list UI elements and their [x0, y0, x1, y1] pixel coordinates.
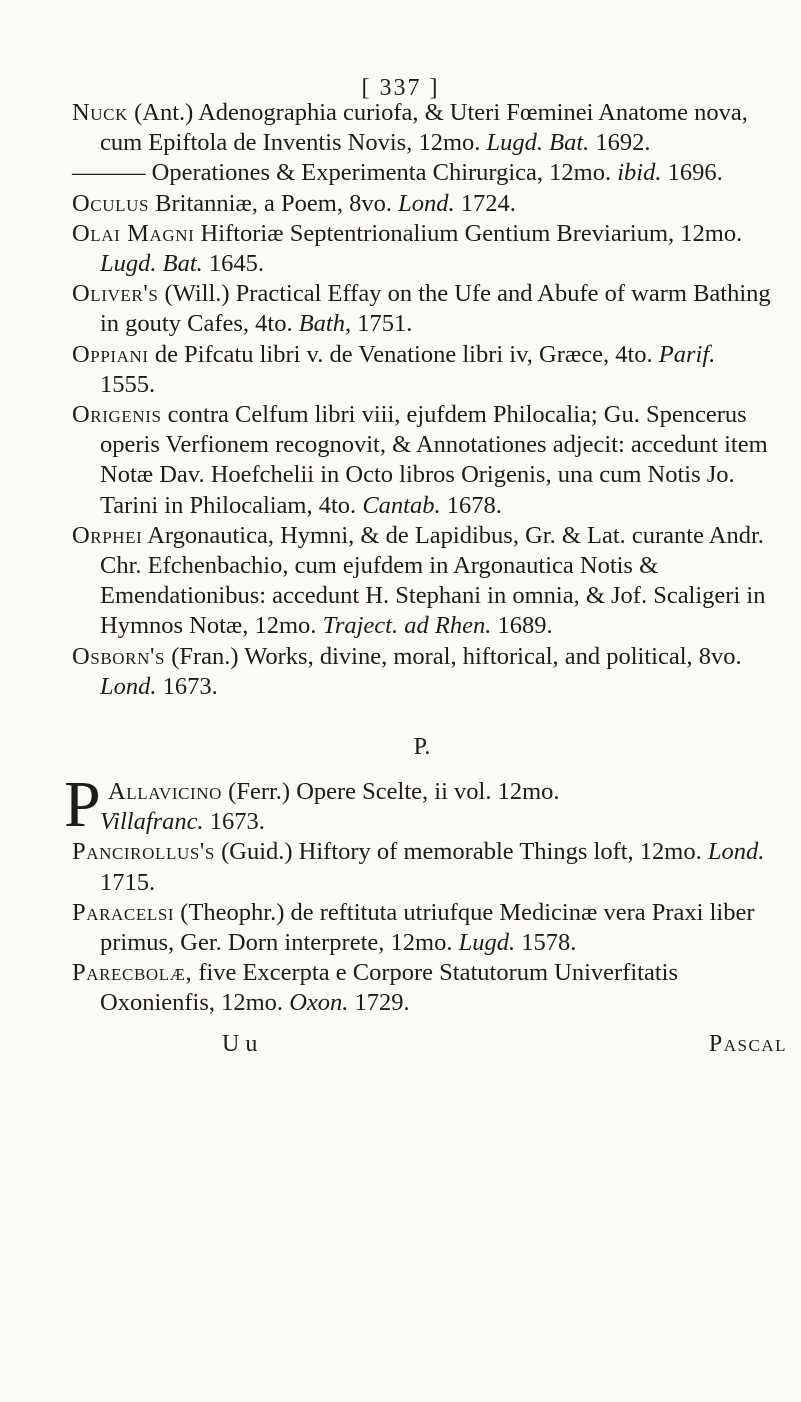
list-item — [72, 521, 772, 642]
list-item — [72, 158, 772, 188]
entry-text: Operationes & Experimenta Chirurgica, 12mo. — [145, 159, 618, 187]
entry-text: contra Celfum libri viii, ejufdem Philocalia; Gu. Spencerus operis Verfionem recognovit, & Annotationes adjecit: accedunt item Notæ Dav. Hoefchelii in Octo libros Origenis, una cum Notis Jo. Tarini in Philocaliam, 4to. — [100, 401, 768, 519]
entry-heading: Nuck — [72, 99, 128, 126]
entry-year: 1729. — [348, 989, 410, 1017]
entry-year: 1689. — [491, 612, 553, 640]
entry-text: (Theophr.) de reftituta utriufque Medicinæ vera Praxi liber primus, Ger. Dorn interprete, 12mo. — [100, 898, 755, 957]
entry-text: (Will.) Practical Effay on the Ufe and Abufe of warm Bathing in gouty Cafes, 4to. — [100, 280, 771, 338]
list-item — [72, 219, 772, 279]
entry-text: (Guid.) Hiftory of memorable Things loft, 12mo. — [214, 838, 708, 866]
entry-place: Traject. ad Rhen. — [322, 612, 492, 640]
entry-place: Oxon. — [289, 989, 349, 1017]
list-item — [72, 279, 772, 339]
entry-year: 1578. — [515, 929, 577, 957]
list-item — [72, 837, 772, 897]
signature-mark: U u — [222, 1030, 258, 1057]
list-item — [72, 98, 772, 158]
drop-cap: P — [64, 768, 101, 842]
entry-heading: Osborn's — [72, 642, 166, 670]
entry-place: Villafranc. — [100, 808, 204, 836]
entry-heading: Orphei — [72, 521, 143, 549]
entry-year: 1673. — [156, 672, 218, 700]
entry-text: de Pifcatu libri v. de Venatione libri iv, Græce, 4to. — [148, 340, 659, 368]
entry-text: Britanniæ, a Poem, 8vo. — [149, 189, 399, 217]
entry-text: (Ant.) Adenographia curiofa, & Uteri Fœminei Anatome nova, cum Epiftola de Inventis Novis, 12mo. — [100, 99, 748, 157]
entry-text: Argonautica, Hymni, & de Lapidibus, Gr. & Lat. curante Andr. Chr. Efchenbachio, cum ejufdem in Argonautica Notis & Emendationibus: accedunt H. Stephani in omnia, & Jof. Scaligeri in Hymnos Notæ, 12mo. — [100, 521, 766, 640]
entry-text: (Ferr.) Opere Scelte, ii vol. 12mo. — [222, 778, 560, 806]
entry-year: 1673. — [203, 808, 265, 836]
list-item — [72, 642, 772, 702]
entry-year: 1724. — [454, 189, 516, 217]
entry-year: 1678. — [440, 491, 502, 519]
entry-place: Lugd. Bat. — [486, 129, 590, 157]
entry-place: Bath, — [298, 310, 352, 338]
entry-heading: Oliver's — [72, 280, 159, 308]
entry-year: 1555. — [100, 370, 156, 398]
entry-place: Cantab. — [362, 491, 441, 519]
entry-place: Parif. — [658, 340, 716, 368]
list-item — [72, 400, 772, 521]
entry-text: Hiftoriæ Septentrionalium Gentium Breviarium, 12mo. — [194, 219, 743, 247]
list-item — [72, 958, 772, 1018]
entry-place: Lond. — [707, 838, 765, 866]
entry-heading: Allavicino — [108, 778, 223, 806]
page-footer — [222, 1031, 787, 1058]
section-letter-heading: P. — [413, 734, 431, 761]
list-item — [72, 898, 772, 958]
list-item — [72, 340, 772, 400]
entry-heading: Parecbolæ, — [72, 959, 193, 987]
entry-year: 1751. — [351, 310, 413, 338]
page-number: [ 337 ] — [361, 75, 440, 101]
entry-heading: Paracelsi — [72, 898, 175, 926]
entry-text: five Excerpta e Corpore Statutorum Univerfitatis Oxonienfis, 12mo. — [100, 959, 678, 1017]
catalog-entries — [64, 98, 787, 1058]
entry-place: ibid. — [617, 159, 662, 187]
entry-heading: Olai Magni — [72, 219, 195, 247]
entry-heading: Oppiani — [72, 340, 149, 368]
entry-place: Lugd. — [458, 929, 516, 957]
entry-heading: Origenis — [72, 401, 162, 429]
entry-year: 1715. — [100, 868, 156, 896]
entry-place: Lond. — [100, 672, 157, 700]
entry-heading: Oculus — [72, 189, 150, 217]
entry-text: (Fran.) Works, divine, moral, hiftorical, and political, 8vo. — [165, 642, 742, 670]
entry-year: 1692. — [589, 129, 651, 157]
entry-year: 1696. — [661, 159, 723, 187]
entry-place: Lond. — [398, 189, 455, 217]
list-item — [72, 189, 772, 219]
list-item — [64, 768, 772, 842]
entry-heading: Pancirollus's — [72, 838, 215, 866]
catchword: Pascal — [708, 1030, 787, 1057]
entry-year: 1645. — [202, 250, 265, 278]
ditto-dash: ——— — [72, 159, 146, 187]
entry-place: Lugd. Bat. — [100, 250, 203, 278]
